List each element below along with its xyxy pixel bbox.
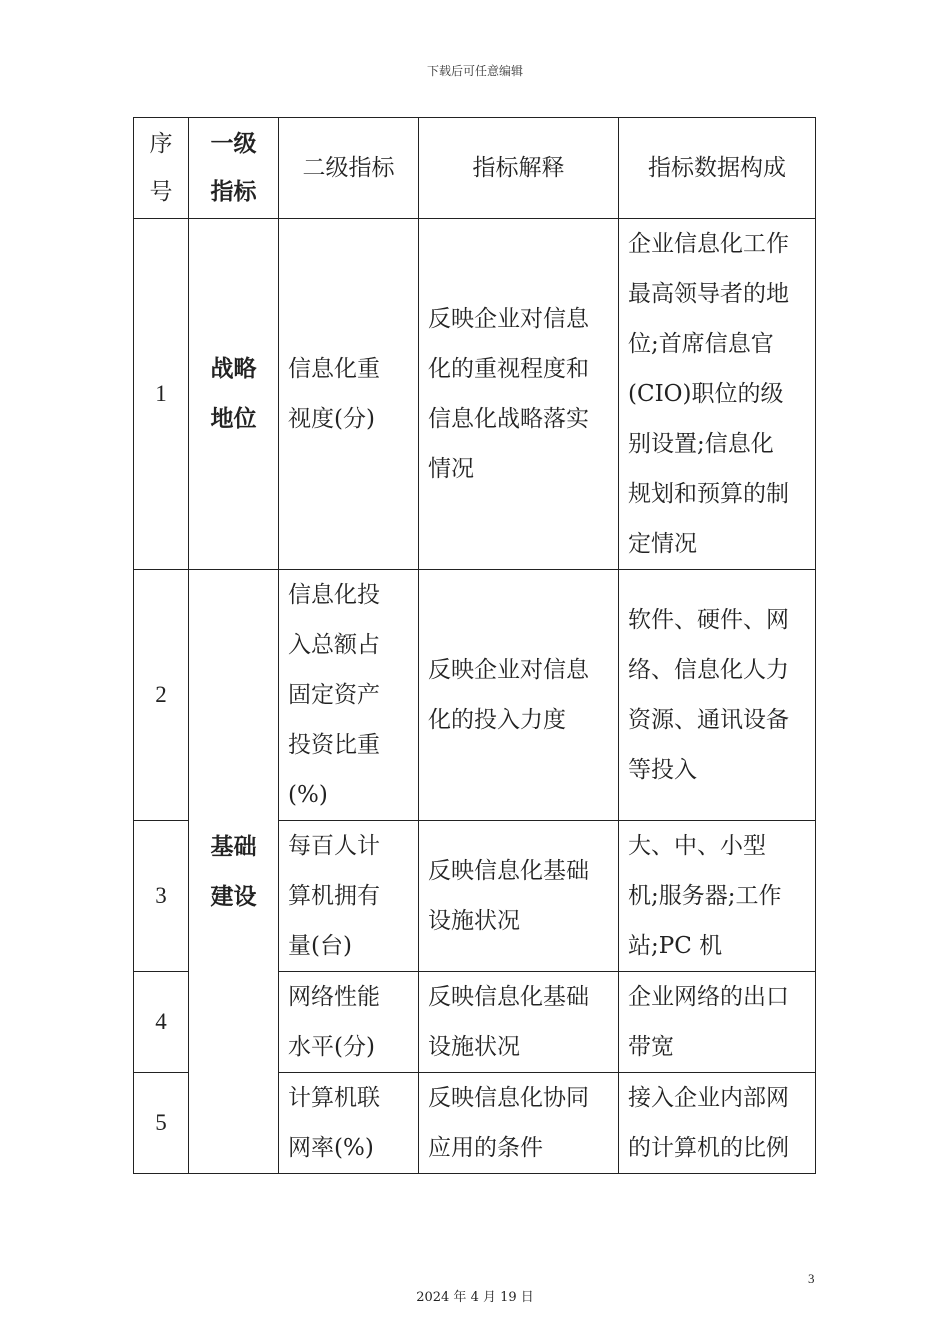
header-seq: 序 号 — [134, 118, 189, 219]
row-level2: 信息化重 视度(分) — [279, 219, 419, 570]
row-level2: 网络性能 水平(分) — [279, 972, 419, 1073]
footer-date: 2024 年 4 月 19 日 — [416, 1290, 534, 1305]
row-data-composition: 软件、硬件、网 络、信息化人力 资源、通讯设备 等投入 — [619, 570, 816, 821]
row-explanation: 反映信息化基础 设施状况 — [419, 972, 619, 1073]
row-level1: 战略 地位 — [189, 219, 279, 570]
row-level2: 计算机联 网率(%) — [279, 1073, 419, 1174]
row-level2: 每百人计 算机拥有 量(台) — [279, 821, 419, 972]
header-level1: 一级 指标 — [189, 118, 279, 219]
row-level2: 信息化投 入总额占 固定资产 投资比重 (%) — [279, 570, 419, 821]
row-data-composition: 大、中、小型 机;服务器;工作 站;PC 机 — [619, 821, 816, 972]
table-row — [134, 570, 816, 821]
row-data-composition: 企业信息化工作 最高领导者的地 位;首席信息官 (CIO)职位的级 别设置;信息化 规划和预算的制 定情况 — [619, 219, 816, 570]
row-level1: 基础 建设 — [189, 570, 279, 1174]
row-data-composition: 接入企业内部网 的计算机的比例 — [619, 1073, 816, 1174]
row-data-composition: 企业网络的出口 带宽 — [619, 972, 816, 1073]
header-data-composition: 指标数据构成 — [619, 118, 816, 219]
page-number: 3 — [808, 1271, 815, 1286]
row-explanation: 反映信息化协同 应用的条件 — [419, 1073, 619, 1174]
indicator-table — [133, 117, 816, 1174]
header-explanation: 指标解释 — [419, 118, 619, 219]
row-explanation: 反映企业对信息 化的投入力度 — [419, 570, 619, 821]
row-seq: 5 — [134, 1073, 189, 1174]
table-header-row — [134, 118, 816, 219]
row-seq: 2 — [134, 570, 189, 821]
header-note: 下载后可任意编辑 — [426, 64, 523, 78]
table-row — [134, 219, 816, 570]
row-explanation: 反映信息化基础 设施状况 — [419, 821, 619, 972]
header-level2: 二级指标 — [279, 118, 419, 219]
row-explanation: 反映企业对信息 化的重视程度和 信息化战略落实 情况 — [419, 219, 619, 570]
row-seq: 4 — [134, 972, 189, 1073]
row-seq: 1 — [134, 219, 189, 570]
row-seq: 3 — [134, 821, 189, 972]
